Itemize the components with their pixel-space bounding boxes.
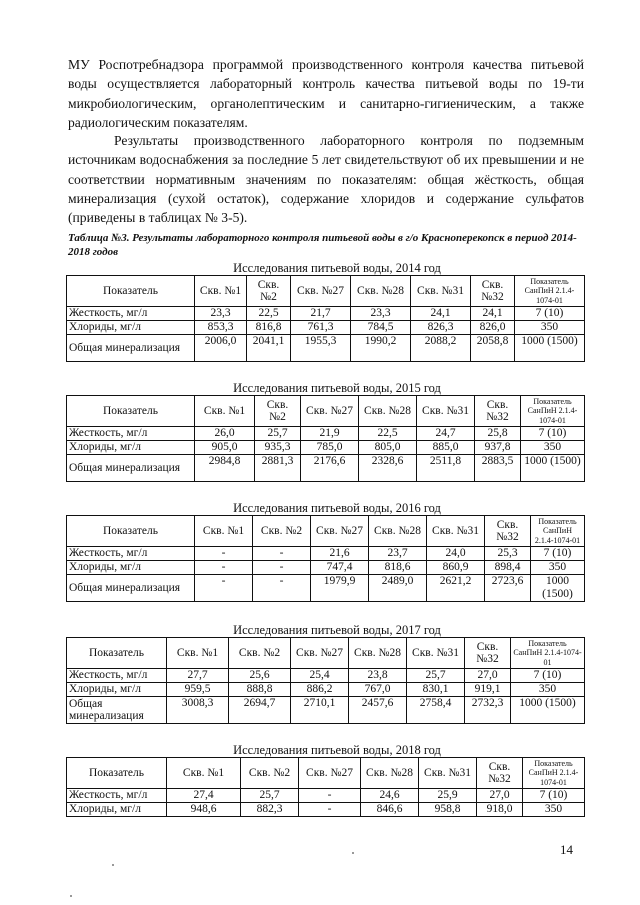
table-cell: 25,6	[229, 669, 291, 683]
header-cell: Показатель	[67, 638, 167, 669]
header-cell: Скв. №1	[195, 396, 255, 427]
header-cell: Скв. №31	[411, 276, 471, 307]
table-cell: 2457,6	[349, 697, 407, 724]
table-cell: 2511,8	[417, 455, 475, 482]
table-cell: 24,1	[471, 307, 515, 321]
table-cell: 826,3	[411, 321, 471, 335]
table-row	[67, 669, 585, 683]
header-cell: Скв. №28	[361, 758, 419, 789]
table-cell: 919,1	[465, 683, 511, 697]
table-cell: 27,0	[465, 669, 511, 683]
table-row	[67, 803, 585, 817]
table-cell: 826,0	[471, 321, 515, 335]
header-cell: Скв. №2	[255, 396, 301, 427]
scan-speck	[352, 852, 354, 854]
table-cell: 25,8	[475, 427, 521, 441]
table-title: Исследования питьевой воды, 2014 год	[233, 261, 441, 275]
intro-paragraph: МУ Роспотребнадзора программой производственного контроля качества питьевой воды осуществляется лабораторный контроль качества питьевой воды по 19-ти микробиологическим, органолептическим и санитарно-гигиеническим, а также радиологическим показателям.	[68, 57, 584, 130]
table-header-row	[67, 758, 585, 789]
table-cell: 888,8	[229, 683, 291, 697]
table-cell: 350	[523, 803, 585, 817]
table-cell: 958,8	[419, 803, 477, 817]
table-row	[67, 697, 585, 724]
header-cell: Скв. №32	[477, 758, 523, 789]
table-cell: -	[299, 789, 361, 803]
table-cell: -	[253, 561, 311, 575]
table-row	[67, 321, 585, 335]
table-row	[67, 683, 585, 697]
table-title: Исследования питьевой воды, 2016 год	[233, 501, 441, 515]
header-cell: Скв. №28	[349, 638, 407, 669]
table-caption: Таблица №3. Результаты лабораторного контроля питьевой воды в г/о Красноперекопск в период 2014-2018 годов	[68, 232, 577, 258]
header-cell: Скв. №1	[195, 276, 247, 307]
table-cell: 1000 (1500)	[521, 455, 585, 482]
table-cell: 1955,3	[291, 335, 351, 362]
table-cell: -	[195, 575, 253, 602]
table-cell: 26,0	[195, 427, 255, 441]
table-cell: 886,2	[291, 683, 349, 697]
table-cell: Хлориды, мг/л	[67, 441, 195, 455]
table-cell: Общая минерализация	[67, 335, 195, 362]
table-cell: 350	[521, 441, 585, 455]
table-cell: 2621,2	[427, 575, 485, 602]
header-cell: Скв. №1	[195, 516, 253, 547]
table-cell: Жесткость, мг/л	[67, 547, 195, 561]
table-block-2014	[66, 261, 584, 362]
table-cell: 2088,2	[411, 335, 471, 362]
table-block-2015	[66, 381, 584, 482]
table-cell: Жесткость, мг/л	[67, 427, 195, 441]
table-cell: 21,7	[291, 307, 351, 321]
table-cell: 885,0	[417, 441, 475, 455]
table-header-row	[67, 396, 585, 427]
header-cell: Скв. №27	[291, 276, 351, 307]
table-cell: 27,0	[477, 789, 523, 803]
table-cell: 25,3	[485, 547, 531, 561]
table-cell: 23,8	[349, 669, 407, 683]
table-cell: 7 (10)	[515, 307, 585, 321]
header-cell: Скв. №2	[229, 638, 291, 669]
table-cell: 24,6	[361, 789, 419, 803]
table-cell: 2176,6	[301, 455, 359, 482]
table-cell: 2758,4	[407, 697, 465, 724]
table-cell: -	[195, 561, 253, 575]
table-cell: Хлориды, мг/л	[67, 321, 195, 335]
table-cell: 1000 (1500)	[531, 575, 585, 602]
table-cell: Жесткость, мг/л	[67, 789, 167, 803]
table-cell: Общая минерализация	[67, 697, 167, 724]
table-title: Исследования питьевой воды, 2017 год	[233, 623, 441, 637]
data-table-2018	[66, 757, 585, 817]
table-row	[67, 575, 585, 602]
header-cell: Скв. №32	[485, 516, 531, 547]
table-cell: 27,4	[167, 789, 241, 803]
table-cell: Хлориды, мг/л	[67, 803, 167, 817]
table-header-row	[67, 516, 585, 547]
header-cell: Скв. №32	[471, 276, 515, 307]
table-cell: 23,3	[195, 307, 247, 321]
table-cell: Хлориды, мг/л	[67, 683, 167, 697]
table-cell: Жесткость, мг/л	[67, 307, 195, 321]
table-cell: 2694,7	[229, 697, 291, 724]
data-table-2017	[66, 637, 585, 724]
table-title: Исследования питьевой воды, 2018 год	[233, 743, 441, 757]
table-cell: 1000 (1500)	[515, 335, 585, 362]
table-row	[67, 561, 585, 575]
table-row	[67, 441, 585, 455]
table-row	[67, 455, 585, 482]
table-title: Исследования питьевой воды, 2015 год	[233, 381, 441, 395]
header-cell: Скв. №27	[291, 638, 349, 669]
table-cell: 882,3	[241, 803, 299, 817]
table-cell: 853,3	[195, 321, 247, 335]
header-cell: Скв. №28	[359, 396, 417, 427]
table-cell: 2006,0	[195, 335, 247, 362]
results-paragraph: Результаты производственного лабораторного контроля по подземным источникам водоснабжения за последние 5 лет свидетельствуют об их превышении и не соответствии нормативным значениям по показателям: общая жёсткость, общая минерализация (сухой остаток), содержание хлоридов и содержание сульфатов (приведены в таблицах № 3-5).	[68, 133, 584, 226]
table-cell: 25,7	[241, 789, 299, 803]
table-cell: 860,9	[427, 561, 485, 575]
header-cell: Показатель СанПиН 2.1.4-1074-01	[511, 638, 585, 669]
table-row	[67, 307, 585, 321]
page-number: 14	[560, 842, 573, 857]
table-cell: 7 (10)	[511, 669, 585, 683]
table-cell: 2489,0	[369, 575, 427, 602]
header-cell: Скв. №28	[351, 276, 411, 307]
table-cell: 24,0	[427, 547, 485, 561]
table-cell: 2041,1	[247, 335, 291, 362]
table-cell: 1990,2	[351, 335, 411, 362]
header-cell: Показатель	[67, 276, 195, 307]
table-cell: -	[253, 575, 311, 602]
header-cell: Скв. №31	[419, 758, 477, 789]
table-row	[67, 789, 585, 803]
table-block-2016	[66, 501, 584, 602]
header-cell: Показатель СанПиН 2.1.4-1074-01	[515, 276, 585, 307]
table-block-2017	[66, 623, 584, 724]
header-cell: Показатель СанПиН 2.1.4-1074-01	[531, 516, 585, 547]
header-cell: Скв. №2	[247, 276, 291, 307]
table-cell: 350	[531, 561, 585, 575]
table-cell: 2984,8	[195, 455, 255, 482]
header-cell: Скв. №2	[253, 516, 311, 547]
header-cell: Скв. №31	[427, 516, 485, 547]
table-block-2018	[66, 743, 584, 817]
table-cell: 937,8	[475, 441, 521, 455]
header-cell: Скв. №28	[369, 516, 427, 547]
table-cell: 761,3	[291, 321, 351, 335]
table-cell: 3008,3	[167, 697, 229, 724]
table-cell: 2881,3	[255, 455, 301, 482]
table-cell: -	[195, 547, 253, 561]
table-cell: 935,3	[255, 441, 301, 455]
table-cell: 1000 (1500)	[511, 697, 585, 724]
table-header-row	[67, 276, 585, 307]
table-cell: 22,5	[247, 307, 291, 321]
table-cell: Общая минерализация	[67, 575, 195, 602]
table-cell: 785,0	[301, 441, 359, 455]
table-cell: Общая минерализация	[67, 455, 195, 482]
table-cell: 1979,9	[311, 575, 369, 602]
header-cell: Показатель СанПиН 2.1.4-1074-01	[521, 396, 585, 427]
header-cell: Скв. №31	[417, 396, 475, 427]
table-row	[67, 427, 585, 441]
table-cell: 25,7	[407, 669, 465, 683]
table-cell: 918,0	[477, 803, 523, 817]
table-cell: 24,1	[411, 307, 471, 321]
table-cell: 818,6	[369, 561, 427, 575]
table-cell: 898,4	[485, 561, 531, 575]
table-cell: 7 (10)	[531, 547, 585, 561]
scan-speck	[112, 864, 114, 866]
header-cell: Скв. №2	[241, 758, 299, 789]
table-cell: 21,9	[301, 427, 359, 441]
table-cell: 25,7	[255, 427, 301, 441]
table-cell: 905,0	[195, 441, 255, 455]
table-cell: 816,8	[247, 321, 291, 335]
header-cell: Скв. №27	[301, 396, 359, 427]
header-cell: Скв. №31	[407, 638, 465, 669]
table-cell: 846,6	[361, 803, 419, 817]
table-cell: 948,6	[167, 803, 241, 817]
table-header-row	[67, 638, 585, 669]
header-cell: Скв. №1	[167, 638, 229, 669]
table-row	[67, 547, 585, 561]
table-cell: 2328,6	[359, 455, 417, 482]
header-cell: Скв. №27	[311, 516, 369, 547]
data-table-2016	[66, 515, 585, 602]
table-cell: 23,3	[351, 307, 411, 321]
table-cell: -	[253, 547, 311, 561]
table-cell: 784,5	[351, 321, 411, 335]
header-cell: Скв. №27	[299, 758, 361, 789]
header-cell: Показатель	[67, 758, 167, 789]
table-cell: 959,5	[167, 683, 229, 697]
table-cell: 2732,3	[465, 697, 511, 724]
table-cell: 22,5	[359, 427, 417, 441]
table-cell: Хлориды, мг/л	[67, 561, 195, 575]
table-cell: 2883,5	[475, 455, 521, 482]
table-cell: -	[299, 803, 361, 817]
table-cell: 23,7	[369, 547, 427, 561]
table-cell: 7 (10)	[523, 789, 585, 803]
header-cell: Показатель СанПиН 2.1.4-1074-01	[523, 758, 585, 789]
table-cell: 27,7	[167, 669, 229, 683]
table-cell: 2058,8	[471, 335, 515, 362]
table-cell: 830,1	[407, 683, 465, 697]
table-cell: 2710,1	[291, 697, 349, 724]
table-cell: 805,0	[359, 441, 417, 455]
table-cell: 7 (10)	[521, 427, 585, 441]
table-cell: 767,0	[349, 683, 407, 697]
table-cell: 24,7	[417, 427, 475, 441]
table-cell: 21,6	[311, 547, 369, 561]
header-cell: Показатель	[67, 516, 195, 547]
header-cell: Скв. №32	[465, 638, 511, 669]
table-cell: 2723,6	[485, 575, 531, 602]
header-cell: Скв. №1	[167, 758, 241, 789]
table-cell: Жесткость, мг/л	[67, 669, 167, 683]
table-cell: 350	[511, 683, 585, 697]
table-row	[67, 335, 585, 362]
scan-speck	[70, 895, 72, 897]
table-cell: 25,9	[419, 789, 477, 803]
data-table-2014	[66, 275, 585, 362]
data-table-2015	[66, 395, 585, 482]
header-cell: Скв. №32	[475, 396, 521, 427]
header-cell: Показатель	[67, 396, 195, 427]
table-cell: 350	[515, 321, 585, 335]
table-cell: 25,4	[291, 669, 349, 683]
table-cell: 747,4	[311, 561, 369, 575]
